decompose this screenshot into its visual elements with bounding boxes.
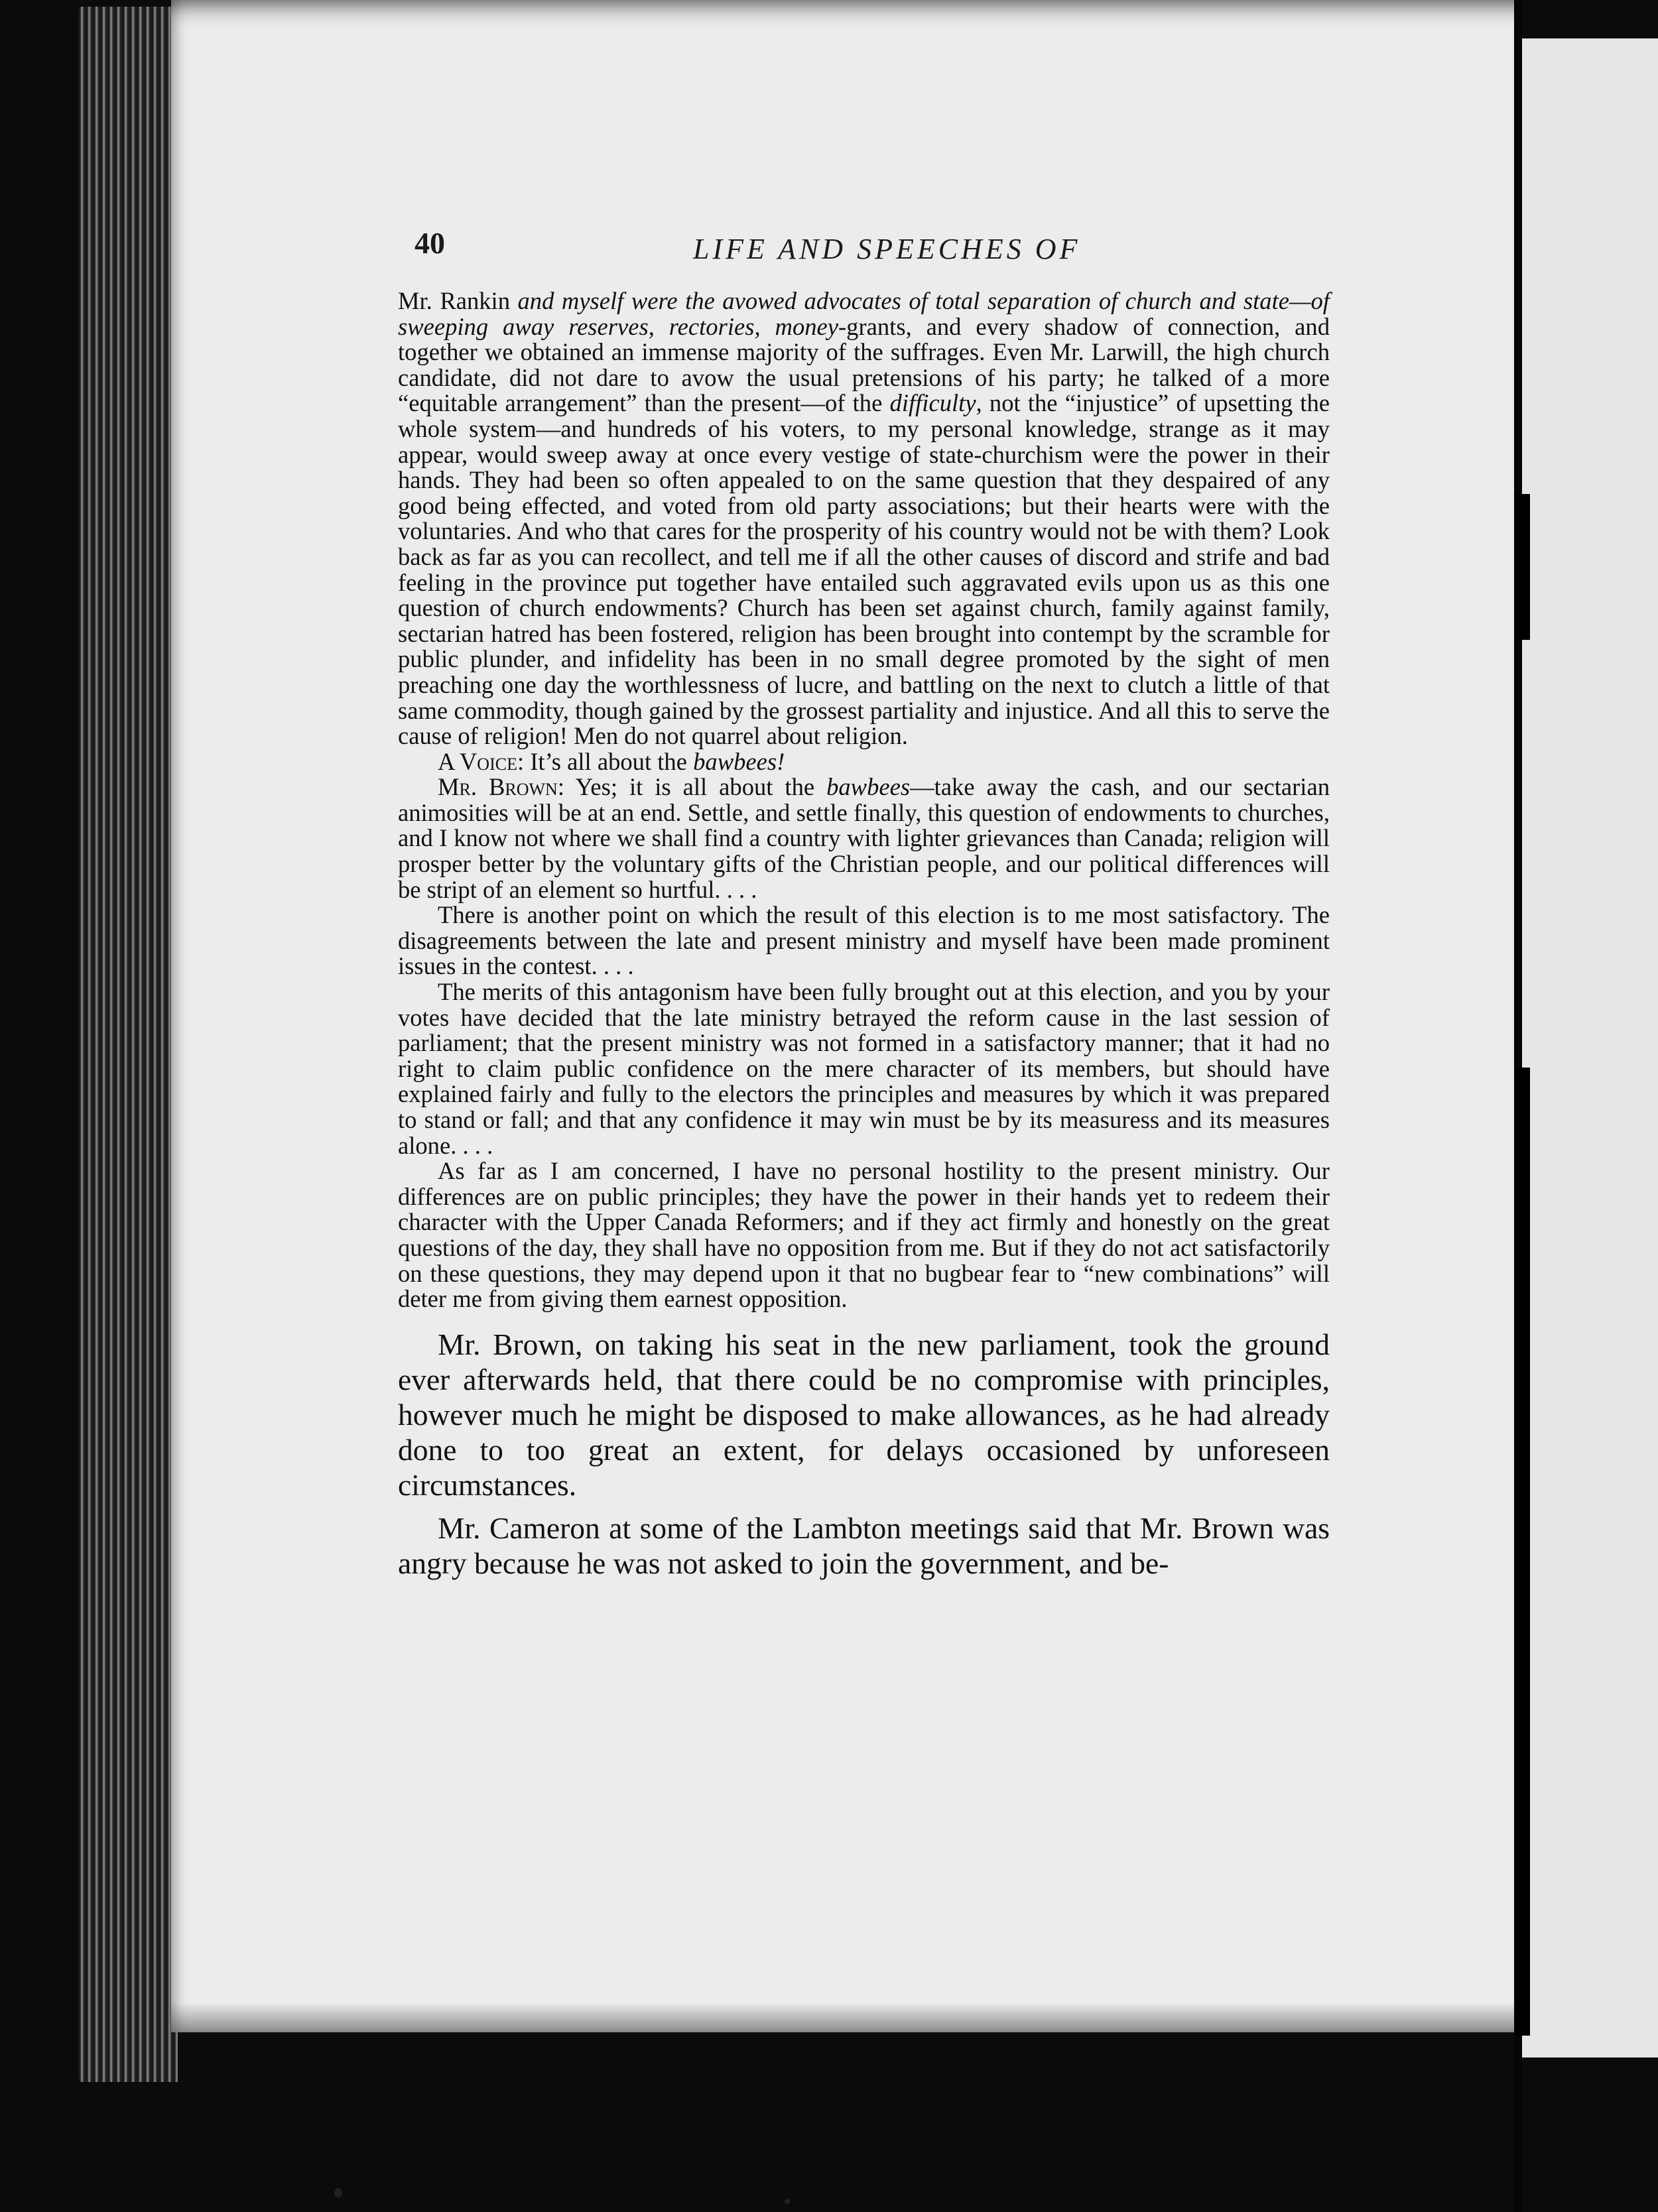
quote-interjection: A Voice: It’s all about the bawbees! bbox=[438, 747, 785, 775]
facing-page-edge bbox=[1522, 38, 1658, 2058]
dust-speck bbox=[334, 2188, 342, 2197]
page-number: 40 bbox=[414, 226, 445, 260]
speaker-name: A Voice bbox=[438, 747, 517, 775]
quote-paragraph: There is another point on which the result of this election is to me most satisfactory. The disagreements between the late and present ministry and myself have been made prominent issues in the contest. . . . bbox=[398, 901, 1330, 980]
speaker-name: Mr. Brown bbox=[438, 773, 558, 801]
page-bottom-shadow bbox=[171, 2002, 1514, 2032]
running-head: LIFE AND SPEECHES OF bbox=[693, 233, 1081, 265]
quote-paragraph: As far as I am concerned, I have no personal hostility to the present ministry. Our differences are on public principles; they have the power in their hands yet to redeem their character with the Upper Canada Reformers; and if they act firmly and honestly on the great questions of the day, they shall have no opposition from me. But if they do not act satisfactorily on these questions, they may depend upon it that no bugbear fear to “new combinations” will deter me from giving them earnest opposition. bbox=[398, 1157, 1330, 1313]
quote-reply: Mr. Brown: Yes; it is all about the bawbees—take away the cash, and our sectarian animosities will be at an end. Settle, and settle finally, this question of endowments to churches, and I know not where we shall find a country with lighter grievances than Canada; religion will prosper better by the voluntary gifts of the Christian people, and our political differences will be stript of an element so hurtful. . . . bbox=[398, 773, 1330, 903]
narrative-text bbox=[398, 1327, 1330, 1581]
narrative-paragraph: Mr. Cameron at some of the Lambton meetings said that Mr. Brown was angry because he was not asked to join the government, and be- bbox=[398, 1510, 1330, 1580]
quote-paragraph: The merits of this antagonism have been fully brought out at this election, and you by your votes have decided that the late ministry betrayed the reform cause in the last session of parliament; that the present ministry was not formed in a satisfactory manner; that it had no right to claim public confidence on the mere character of its members, but should have explained fairly and fully to the electors the principles and measures by which it was prepared to stand or fall; and that any confidence it may win must be by its measuress and its measures alone. . . . bbox=[398, 978, 1330, 1159]
book-fore-edge bbox=[78, 7, 178, 2082]
dust-speck bbox=[785, 2199, 790, 2204]
page-body bbox=[398, 288, 1330, 1589]
facing-page-mark bbox=[1515, 1068, 1530, 2036]
narrative-paragraph: Mr. Brown, on taking his seat in the new parliament, took the ground ever afterwards held, that there could be no compromise with principles, however much he might be disposed to make allowances, as he had already done to too great an extent, for delays occasioned by unforeseen circumstances. bbox=[398, 1327, 1330, 1502]
facing-page-mark bbox=[1515, 494, 1530, 640]
quote-paragraph: Mr. Rankin and myself were the avowed advocates of total separation of church and state—of sweeping away reserves, rectories, money-grants, and every shadow of connection, and together we obtained an immense majority of the suffrages. Even Mr. Larwill, the high church candidate, did not dare to avow the usual pretensions of his party; he talked of a more “equitable arrangement” than the present—of the difficulty, not the “injustice” of upsetting the whole system—and hundreds of his voters, to my personal knowledge, strange as it may appear, would sweep away at once every vestige of state-churchism were the power in their hands. They had been so often appealed to on the same question that they despaired of any good being effected, and voted from old party associations; but their hearts were with the voluntaries. And who that cares for the prosperity of his country would not be with them? Look back as far as you can recollect, and tell me if all the other causes of discord and strife and bad feeling in the province put together have entailed such aggravated evils upon us as this one question of church endowments? Church has been set against church, family against family, sectarian hatred has been fostered, religion has been brought into contempt by the scramble for public plunder, and infidelity has been in no small degree promoted by the sight of men preaching one day the worthlessness of lucre, and battling on the next to clutch a little of that same commodity, though gained by the grossest partiality and injustice. And all this to serve the cause of religion! Men do not quarrel about religion. bbox=[398, 287, 1330, 750]
speech-quotation bbox=[398, 288, 1330, 1312]
